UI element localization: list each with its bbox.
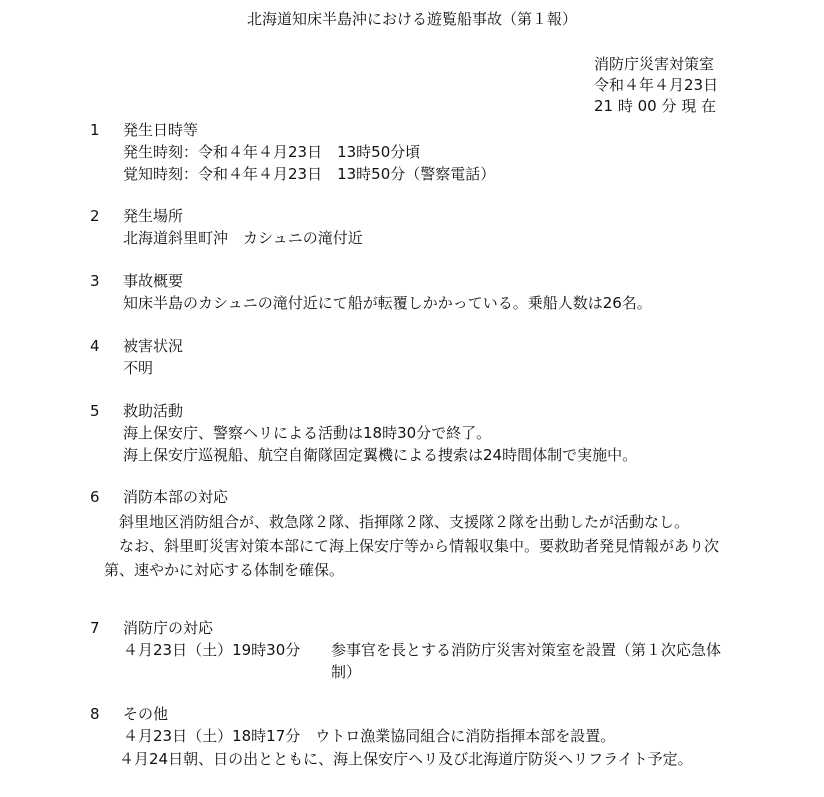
section-rescue: [90, 400, 750, 466]
section-number: 4: [90, 337, 100, 355]
section-number: 6: [90, 488, 100, 506]
document-title: 北海道知床半島沖における遊覧船事故（第１報）: [246, 10, 577, 28]
fire-dept-paragraph: 斜里地区消防組合が、救急隊２隊、指揮隊２隊、支援隊２隊を出動したが活動なし。: [119, 513, 690, 531]
section-fire-dept-response: [90, 486, 750, 508]
fdma-entry-what: 参事官を長とする消防庁災害対策室を設置（第１次応急体制）: [331, 641, 722, 681]
fire-dept-paragraph: なお、斜里町災害対策本部にて海上保安庁等から情報収集中。要救助者発見情報があり次第、速やかに対応する体制を確保。: [104, 537, 720, 579]
fdma-entry: [90, 639, 750, 683]
section-other: [90, 703, 750, 747]
section-title: 発生日時等: [123, 121, 199, 139]
other-line: ４月23日（土）18時17分 ウトロ漁業協同組合に消防指揮本部を設置。: [123, 727, 616, 745]
damage-text: 不明: [123, 359, 154, 377]
section-title: 被害状況: [123, 337, 184, 355]
issuer-office: 消防庁災害対策室: [594, 55, 715, 73]
section-title: 発生場所: [123, 207, 184, 225]
issuer-date: 令和４年４月23日: [594, 76, 719, 94]
section-number: 5: [90, 402, 100, 420]
overview-text: 知床半島のカシュニの滝付近にて船が転覆しかかっている。乗船人数は26名。: [123, 294, 652, 312]
section-title: 消防本部の対応: [123, 488, 229, 506]
other-paragraph-block: [104, 747, 744, 771]
occurrence-time: 発生時刻：令和４年４月23日 13時50分頃: [123, 143, 421, 161]
section-title: その他: [123, 705, 169, 723]
section-title: 救助活動: [123, 402, 184, 420]
section-number: 1: [90, 121, 100, 139]
location-text: 北海道斜里町沖 カシュニの滝付近: [123, 229, 363, 247]
section-number: 3: [90, 272, 100, 290]
section-overview: [90, 270, 750, 314]
rescue-line: 海上保安庁巡視船、航空自衛隊固定翼機による捜索は24時間体制で実施中。: [123, 446, 638, 464]
other-paragraph: ４月24日朝、日の出とともに、海上保安庁ヘリ及び北海道庁防災ヘリフライト予定。: [119, 750, 693, 768]
section-damage: [90, 335, 750, 379]
fire-dept-paragraphs: [104, 510, 744, 582]
section-number: 8: [90, 705, 100, 723]
fdma-entry-when: ４月23日（土）19時30分: [123, 641, 301, 659]
section-occurrence-datetime: [90, 119, 750, 185]
section-fdma-response: [90, 617, 750, 683]
rescue-line: 海上保安庁、警察ヘリによる活動は18時30分で終了。: [123, 424, 492, 442]
awareness-time: 覚知時刻：令和４年４月23日 13時50分（警察電話）: [123, 165, 496, 183]
issuer-block: [594, 54, 718, 117]
section-title: 消防庁の対応: [123, 619, 214, 637]
issuer-time: 21 時 00 分 現 在: [594, 97, 717, 115]
section-number: 2: [90, 207, 100, 225]
section-location: [90, 205, 750, 249]
section-title: 事故概要: [123, 272, 184, 290]
section-number: 7: [90, 619, 100, 637]
